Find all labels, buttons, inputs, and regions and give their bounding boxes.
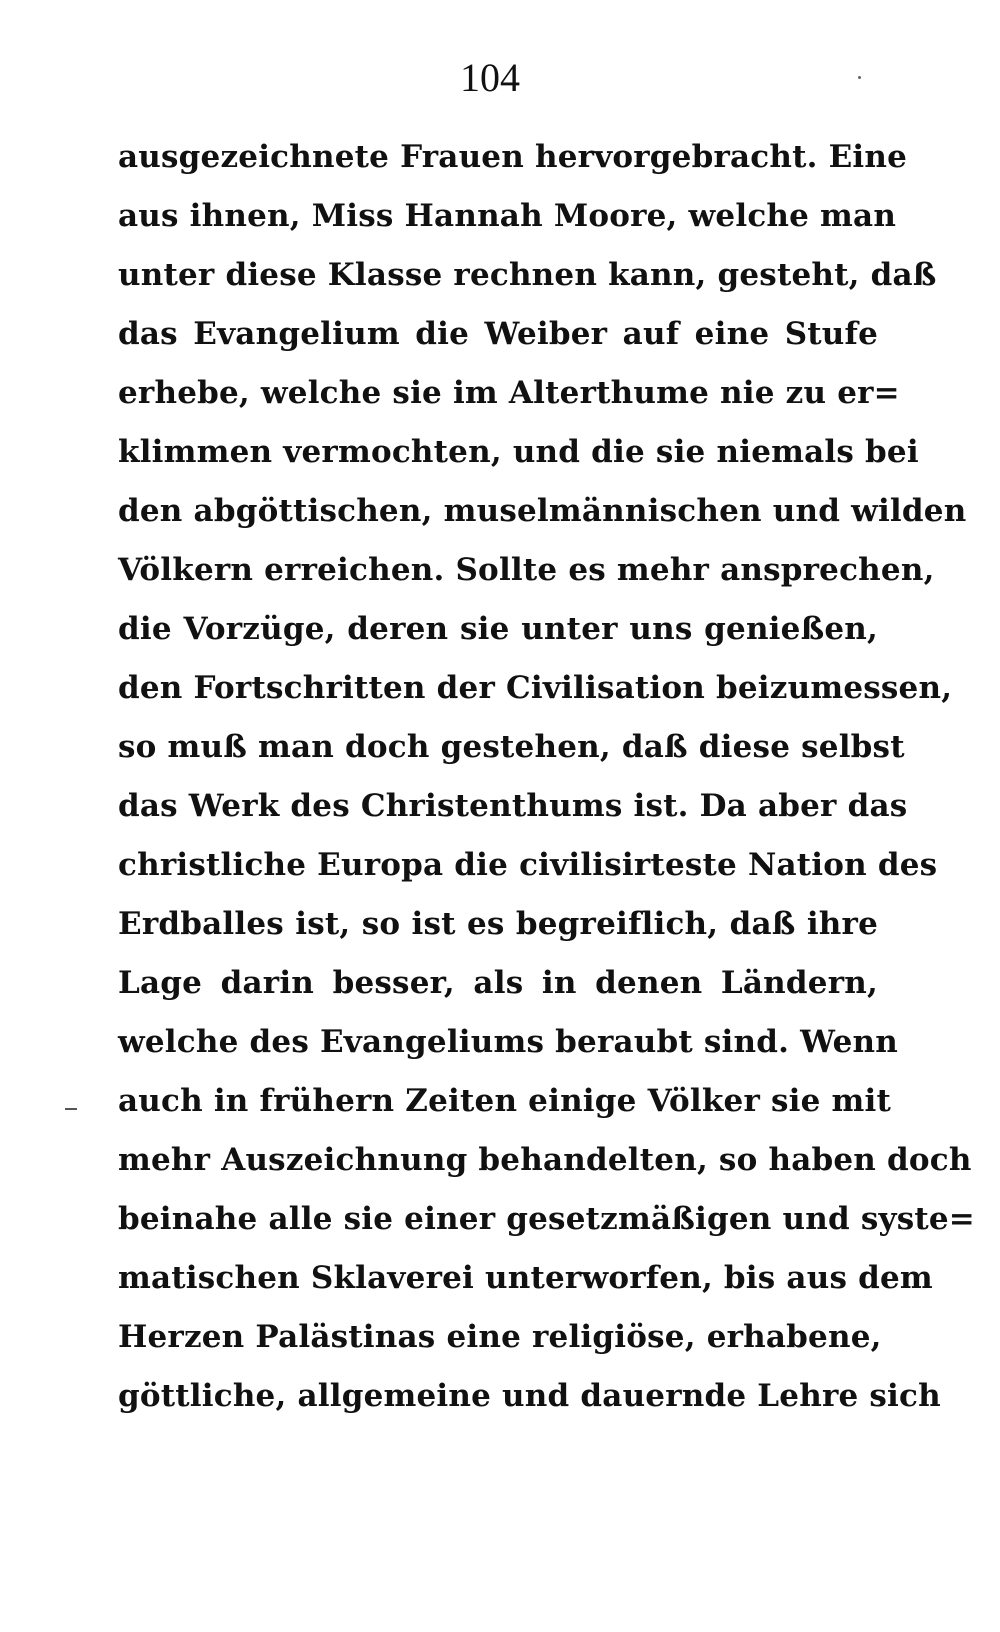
text-line: klimmen vermochten, und die sie niemals bei bbox=[118, 434, 919, 470]
text-line: beinahe alle sie einer gesetzmäßigen und syste= bbox=[118, 1201, 975, 1237]
text-line: den Fortschritten der Civilisation beizumessen, bbox=[118, 670, 953, 706]
text-line: ausgezeichnete Frauen hervorgebracht. Eine bbox=[118, 139, 908, 175]
text-line: aus ihnen, Miss Hannah Moore, welche man bbox=[118, 198, 897, 234]
text-line: göttliche, allgemeine und dauernde Lehre sich bbox=[118, 1378, 941, 1414]
margin-dash bbox=[65, 1108, 77, 1110]
text-line: das Evangelium die Weiber auf eine Stufe bbox=[118, 316, 878, 352]
text-line: das Werk des Christenthums ist. Da aber das bbox=[118, 788, 908, 824]
text-line: erhebe, welche sie im Alterthume nie zu er= bbox=[118, 375, 900, 411]
text-line: unter diese Klasse rechnen kann, gesteht, daß bbox=[118, 257, 937, 293]
page-number: 104 bbox=[460, 55, 520, 100]
text-line: Lage darin besser, als in denen Ländern, bbox=[118, 965, 878, 1001]
text-line: Erdballes ist, so ist es begreiflich, daß ihre bbox=[118, 906, 878, 942]
text-line: so muß man doch gestehen, daß diese selbst bbox=[118, 729, 905, 765]
text-line: welche des Evangeliums beraubt sind. Wenn bbox=[118, 1024, 899, 1060]
text-line: mehr Auszeichnung behandelten, so haben doch bbox=[118, 1142, 972, 1178]
text-line: Herzen Palästinas eine religiöse, erhabene, bbox=[118, 1319, 882, 1355]
text-line: auch in frühern Zeiten einige Völker sie mit bbox=[118, 1083, 892, 1119]
body-text bbox=[118, 128, 975, 1426]
text-line: Völkern erreichen. Sollte es mehr ansprechen, bbox=[118, 552, 935, 588]
text-line: matischen Sklaverei unterworfen, bis aus dem bbox=[118, 1260, 933, 1296]
text-line: den abgöttischen, muselmännischen und wilden bbox=[118, 493, 967, 529]
text-line: christliche Europa die civilisirteste Nation des bbox=[118, 847, 938, 883]
text-line: die Vorzüge, deren sie unter uns genießen, bbox=[118, 611, 878, 647]
